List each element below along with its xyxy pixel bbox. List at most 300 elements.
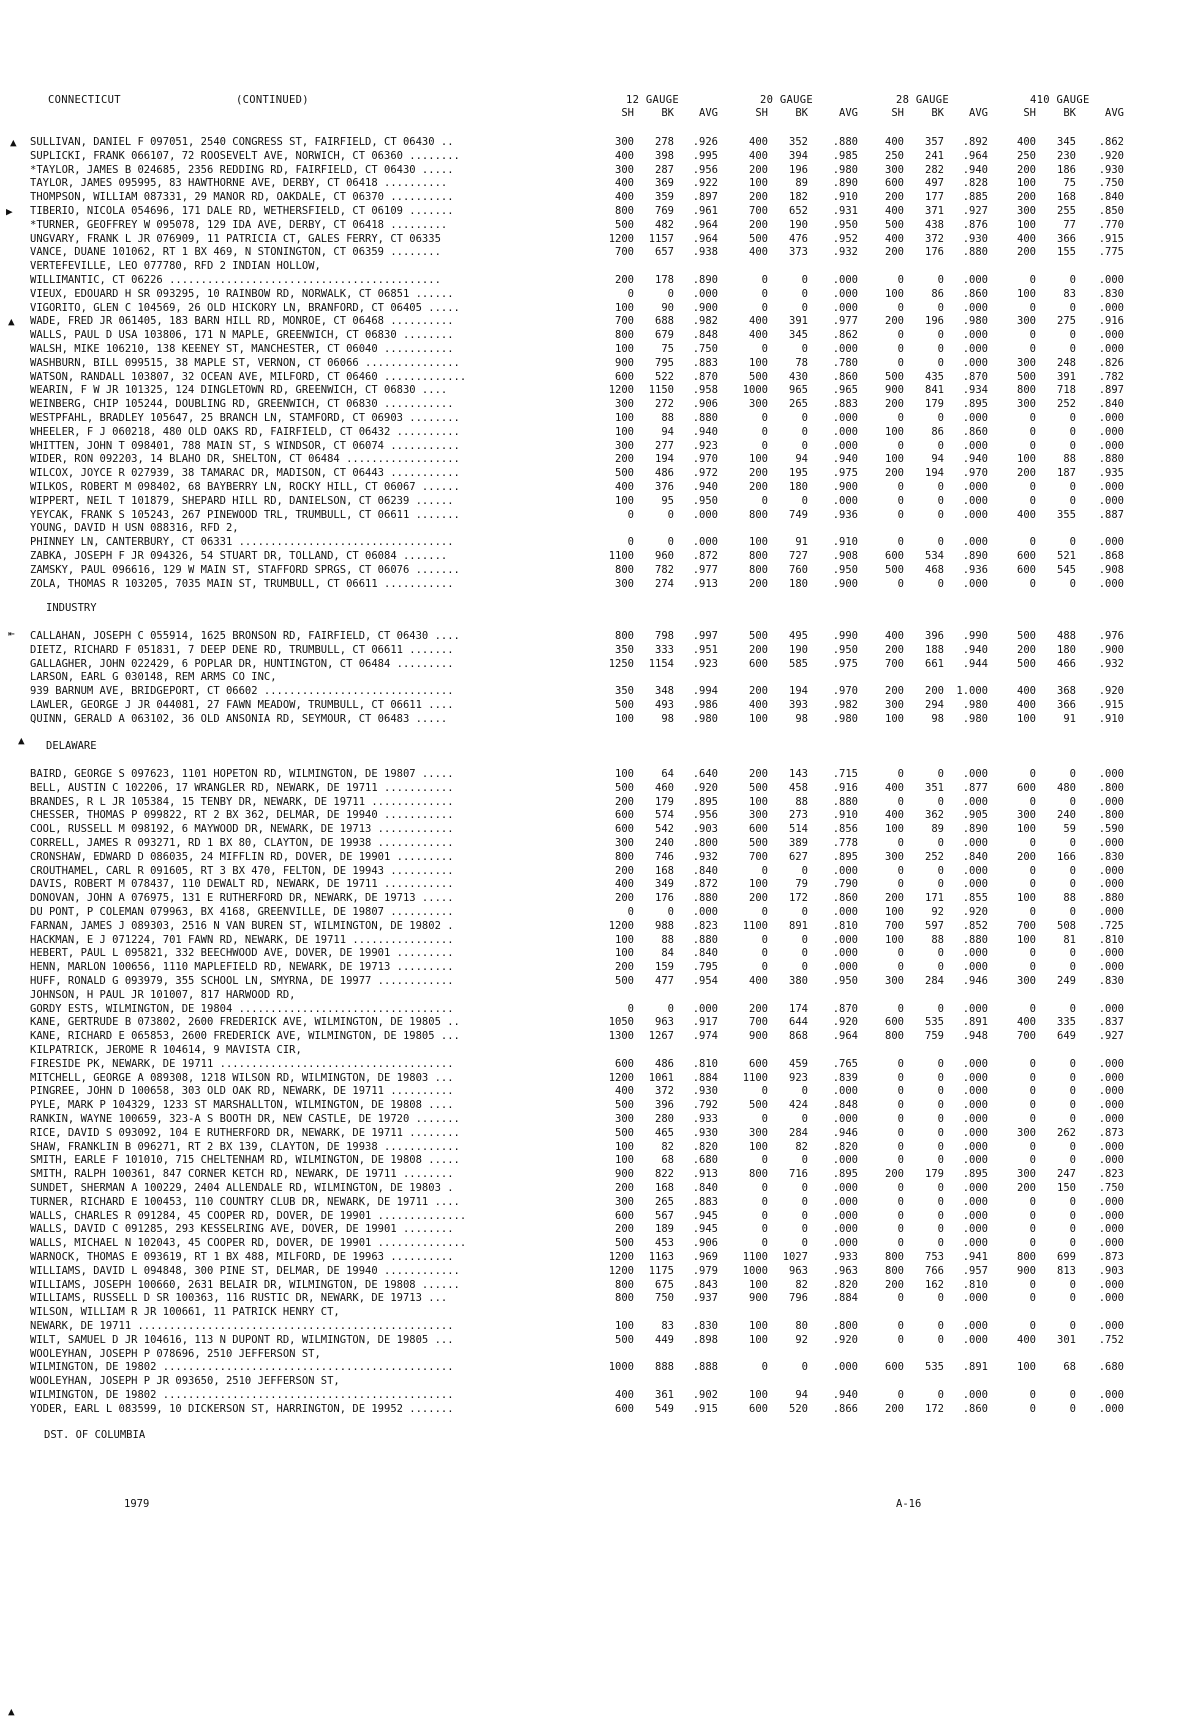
value-cell: 187: [1057, 467, 1076, 480]
value-cell: 700: [749, 205, 768, 217]
value-cell: 398: [655, 149, 674, 162]
value-cell: .000: [832, 1085, 858, 1098]
value-cell: 0: [1069, 1278, 1076, 1291]
value-cell: 514: [789, 823, 808, 836]
value-cell: .000: [962, 1002, 988, 1015]
table-row: [0, 1044, 1200, 1058]
entry-name-address: WALLS, DAVID C 091285, 293 KESSELRING AVE, DOVER, DE 19901 ........: [30, 1223, 454, 1236]
value-cell: 459: [789, 1057, 808, 1070]
value-cell: 75: [661, 343, 674, 355]
value-cell: AVG: [1105, 107, 1124, 119]
value-cell: .862: [1098, 136, 1124, 148]
entry-name-address: WILLIAMS, DAVID L 094848, 300 PINE ST, DELMAR, DE 19940 ............: [30, 1264, 460, 1277]
value-cell: .000: [1098, 1140, 1124, 1153]
entry-name-address: BRANDES, R L JR 105384, 15 TENBY DR, NEWARK, DE 19711 .............: [30, 795, 454, 808]
value-cell: .000: [962, 329, 988, 342]
value-cell: 100: [885, 453, 904, 466]
value-cell: .000: [962, 1126, 988, 1139]
value-cell: 345: [789, 329, 808, 342]
table-row: [0, 481, 1200, 495]
value-cell: 600: [615, 1209, 634, 1222]
value-cell: 0: [1029, 1071, 1036, 1084]
value-cell: 0: [1029, 1278, 1036, 1291]
value-cell: 0: [1029, 1195, 1036, 1208]
table-row: [0, 357, 1200, 371]
entry-name-address: THOMPSON, WILLIAM 087331, 29 MANOR RD, OAKDALE, CT 06370 ..........: [30, 191, 454, 204]
value-cell: .000: [832, 301, 858, 314]
value-cell: 0: [761, 1154, 768, 1167]
value-cell: .994: [692, 685, 718, 698]
entry-name-address: LARSON, EARL G 030148, REM ARMS CO INC,: [30, 671, 277, 684]
value-cell: 500: [1017, 630, 1036, 642]
value-cell: 100: [749, 1278, 768, 1291]
value-cell: 88: [1063, 892, 1076, 905]
value-cell: .000: [1098, 1292, 1124, 1305]
value-cell: .980: [832, 163, 858, 176]
value-cell: 359: [655, 191, 674, 204]
value-cell: 100: [885, 712, 904, 725]
entry-name-address: WESTPFAHL, BRADLEY 105647, 25 BRANCH LN, STAMFORD, CT 06903 ........: [30, 412, 460, 424]
value-cell: 100: [885, 906, 904, 918]
value-cell: 179: [925, 398, 944, 411]
table-row: [0, 467, 1200, 481]
value-cell: 652: [789, 205, 808, 217]
value-cell: .995: [692, 149, 718, 162]
entry-name-address: PHINNEY LN, CANTERBURY, CT 06331 ..................................: [30, 536, 454, 549]
value-cell: 1050: [608, 1016, 634, 1029]
table-row: [0, 1237, 1200, 1251]
value-cell: .000: [962, 1195, 988, 1208]
value-cell: 400: [615, 149, 634, 162]
entry-name-address: WIPPERT, NEIL T 101879, SHEPARD HILL RD, DANIELSON, CT 06239 ......: [30, 494, 454, 507]
value-cell: .888: [692, 1361, 718, 1374]
table-row: [0, 453, 1200, 467]
value-cell: 98: [931, 712, 944, 725]
value-cell: 255: [1057, 205, 1076, 217]
value-cell: 100: [749, 1140, 768, 1153]
value-cell: 200: [615, 274, 634, 286]
value-cell: 0: [937, 329, 944, 342]
value-cell: 567: [655, 1209, 674, 1222]
value-cell: .000: [832, 947, 858, 960]
value-cell: .958: [692, 384, 718, 397]
value-cell: .848: [692, 329, 718, 342]
value-cell: .932: [832, 246, 858, 259]
value-cell: .972: [692, 467, 718, 480]
table-row: [0, 1016, 1200, 1030]
value-cell: 1000: [742, 384, 768, 397]
value-cell: 0: [897, 1002, 904, 1015]
value-cell: .000: [962, 768, 988, 780]
table-row: [0, 288, 1200, 302]
value-cell: 168: [655, 864, 674, 877]
value-cell: .884: [692, 1071, 718, 1084]
entry-name-address: ZOLA, THOMAS R 103205, 7035 MAIN ST, TRUMBULL, CT 06611 ...........: [30, 577, 454, 590]
value-cell: 424: [789, 1099, 808, 1112]
value-cell: .000: [1098, 1209, 1124, 1222]
value-cell: .927: [962, 205, 988, 217]
value-cell: 176: [925, 246, 944, 259]
value-cell: 200: [749, 577, 768, 590]
value-cell: .990: [962, 630, 988, 642]
value-cell: .752: [1098, 1333, 1124, 1346]
value-cell: 400: [749, 136, 768, 148]
value-cell: .982: [832, 699, 858, 711]
value-cell: .964: [692, 232, 718, 245]
table-row: [0, 1030, 1200, 1044]
value-cell: 542: [655, 823, 674, 836]
value-cell: .906: [692, 1237, 718, 1250]
value-cell: .775: [1098, 246, 1124, 259]
value-cell: 960: [655, 550, 674, 562]
value-cell: 188: [925, 643, 944, 656]
value-cell: .823: [1098, 1168, 1124, 1181]
table-row: [0, 329, 1200, 343]
table-row: [0, 1085, 1200, 1099]
value-cell: .948: [962, 1030, 988, 1043]
table-row: [0, 164, 1200, 178]
value-cell: 300: [1017, 398, 1036, 411]
value-cell: 0: [937, 1223, 944, 1236]
entry-name-address: WOOLEYHAN, JOSEPH P 078696, 2510 JEFFERSON ST,: [30, 1347, 321, 1360]
value-cell: 400: [749, 246, 768, 259]
value-cell: 0: [937, 878, 944, 891]
value-cell: AVG: [699, 107, 718, 119]
entry-name-address: WILSON, WILLIAM R JR 100661, 11 PATRICK HENRY CT,: [30, 1306, 340, 1319]
value-cell: .000: [832, 1209, 858, 1222]
value-cell: 400: [1017, 232, 1036, 245]
value-cell: .880: [692, 412, 718, 424]
value-cell: .880: [962, 933, 988, 946]
value-cell: .880: [832, 795, 858, 808]
value-cell: 0: [1069, 1057, 1076, 1070]
value-cell: 287: [655, 163, 674, 176]
value-cell: 100: [615, 343, 634, 355]
value-cell: .920: [962, 906, 988, 918]
value-cell: 400: [1017, 699, 1036, 711]
entry-name-address: WALLS, PAUL D USA 103806, 171 N MAPLE, GREENWICH, CT 06830 ........: [30, 329, 454, 342]
value-cell: SH: [891, 107, 904, 119]
margin-mark: ▲: [18, 734, 25, 747]
value-cell: .000: [962, 481, 988, 493]
value-cell: .936: [832, 508, 858, 521]
margin-mark: ▶: [6, 205, 13, 218]
table-row: [0, 1182, 1200, 1196]
entry-name-address: WIDER, RON 092203, 14 BLAHO DR, SHELTON, CT 06484 ..................: [30, 453, 460, 466]
value-cell: 486: [655, 467, 674, 480]
value-cell: BK: [661, 107, 674, 119]
value-cell: .895: [962, 398, 988, 411]
value-cell: 300: [885, 699, 904, 711]
value-cell: 200: [615, 864, 634, 877]
table-row: [0, 1389, 1200, 1403]
value-cell: 800: [885, 1251, 904, 1263]
table-row: [0, 630, 1200, 644]
table-row: [0, 989, 1200, 1003]
entry-name-address: VERTEFEVILLE, LEO 077780, RFD 2 INDIAN HOLLOW,: [30, 260, 321, 273]
value-cell: .000: [1098, 906, 1124, 918]
value-cell: 274: [655, 577, 674, 590]
value-cell: 800: [1017, 384, 1036, 397]
value-cell: .000: [1098, 425, 1124, 438]
value-cell: 534: [925, 550, 944, 562]
value-cell: 1163: [648, 1251, 674, 1263]
value-cell: 900: [749, 1030, 768, 1043]
value-cell: .000: [832, 1195, 858, 1208]
value-cell: 0: [1029, 768, 1036, 780]
value-cell: 0: [937, 837, 944, 849]
value-cell: 0: [1029, 343, 1036, 355]
value-cell: 241: [925, 149, 944, 162]
value-cell: 0: [801, 947, 808, 960]
value-cell: 90: [661, 301, 674, 314]
value-cell: 0: [937, 947, 944, 960]
value-cell: 0: [1029, 439, 1036, 452]
value-cell: 349: [655, 878, 674, 891]
value-cell: 476: [789, 232, 808, 245]
value-cell: .895: [692, 795, 718, 808]
value-cell: 1200: [608, 384, 634, 397]
value-cell: .891: [962, 1016, 988, 1029]
value-cell: 0: [937, 577, 944, 590]
value-cell: 400: [749, 329, 768, 342]
value-cell: 272: [655, 398, 674, 411]
value-cell: 0: [1069, 1085, 1076, 1098]
value-cell: 86: [931, 287, 944, 300]
value-cell: 1200: [608, 919, 634, 932]
value-cell: .950: [832, 975, 858, 987]
value-cell: .000: [832, 439, 858, 452]
value-cell: 350: [615, 643, 634, 656]
value-cell: 600: [885, 550, 904, 562]
value-cell: 400: [615, 878, 634, 891]
value-cell: 78: [795, 356, 808, 369]
value-cell: .979: [692, 1264, 718, 1277]
value-cell: 372: [925, 232, 944, 245]
value-cell: 300: [615, 1195, 634, 1208]
margin-mark: ▲: [10, 136, 17, 149]
value-cell: .000: [1098, 947, 1124, 960]
entry-name-address: LAWLER, GEORGE J JR 044081, 27 FAWN MEADOW, TRUMBULL, CT 06611 ....: [30, 699, 454, 711]
value-cell: 718: [1057, 384, 1076, 397]
table-row: [0, 1292, 1200, 1306]
value-cell: .873: [1098, 1251, 1124, 1263]
value-cell: .910: [832, 809, 858, 822]
value-cell: 500: [615, 1126, 634, 1139]
value-cell: .000: [832, 412, 858, 424]
value-cell: 0: [897, 1320, 904, 1332]
value-cell: .000: [832, 1361, 858, 1374]
value-cell: 466: [1057, 657, 1076, 670]
value-cell: 278: [655, 136, 674, 148]
value-cell: .790: [832, 878, 858, 891]
value-cell: .930: [692, 1085, 718, 1098]
value-cell: .965: [832, 384, 858, 397]
value-cell: 727: [789, 550, 808, 562]
table-row: [0, 1099, 1200, 1113]
value-cell: 200: [749, 218, 768, 231]
value-cell: BK: [931, 107, 944, 119]
value-cell: 275: [1057, 315, 1076, 328]
value-cell: 95: [661, 494, 674, 507]
value-cell: 300: [1017, 315, 1036, 328]
entry-name-address: DAVIS, ROBERT M 078437, 110 DEWALT RD, NEWARK, DE 19711 ...........: [30, 878, 454, 891]
value-cell: .964: [832, 1030, 858, 1043]
table-row: [0, 837, 1200, 851]
value-cell: 0: [627, 287, 634, 300]
value-cell: 100: [615, 947, 634, 960]
value-cell: 0: [937, 1182, 944, 1194]
value-cell: 0: [1069, 1002, 1076, 1015]
value-cell: .935: [1098, 467, 1124, 480]
value-cell: 1061: [648, 1071, 674, 1084]
table-row: [0, 426, 1200, 440]
value-cell: .872: [692, 550, 718, 562]
value-cell: 0: [937, 795, 944, 808]
value-cell: 749: [789, 508, 808, 521]
value-cell: .000: [962, 412, 988, 424]
value-cell: 89: [795, 177, 808, 190]
value-cell: .000: [962, 795, 988, 808]
table-row: [0, 564, 1200, 578]
value-cell: 0: [1069, 536, 1076, 549]
value-cell: 0: [1029, 494, 1036, 507]
value-cell: 86: [931, 425, 944, 438]
value-cell: 0: [1029, 577, 1036, 590]
value-cell: 0: [937, 961, 944, 974]
value-cell: 600: [885, 1016, 904, 1029]
value-cell: 988: [655, 919, 674, 932]
value-cell: .843: [692, 1278, 718, 1291]
value-cell: 800: [885, 1030, 904, 1043]
value-cell: 0: [627, 536, 634, 549]
value-cell: .970: [832, 685, 858, 698]
value-cell: 100: [615, 768, 634, 780]
value-cell: 98: [661, 712, 674, 725]
value-cell: 200: [925, 685, 944, 698]
entry-name-address: HEBERT, PAUL L 095821, 332 BEECHWOOD AVE, DOVER, DE 19901 .........: [30, 947, 454, 960]
value-cell: .930: [692, 1126, 718, 1139]
value-cell: .913: [692, 1168, 718, 1181]
value-cell: .855: [962, 892, 988, 905]
value-cell: 300: [615, 163, 634, 176]
value-cell: .885: [962, 191, 988, 204]
value-cell: .880: [832, 136, 858, 148]
entry-name-address: VANCE, DUANE 101062, RT 1 BX 469, N STONINGTON, CT 06359 ........: [30, 246, 441, 259]
value-cell: 194: [925, 467, 944, 480]
value-cell: .725: [1098, 919, 1124, 932]
value-cell: .910: [1098, 712, 1124, 725]
value-cell: 200: [749, 1002, 768, 1015]
entry-name-address: WILCOX, JOYCE R 027939, 38 TAMARAC DR, MADISON, CT 06443 ...........: [30, 467, 460, 480]
margin-mark: ▲: [8, 315, 15, 328]
value-cell: 200: [885, 191, 904, 204]
value-cell: .000: [1098, 1113, 1124, 1125]
value-cell: 0: [897, 274, 904, 286]
margin-mark: ⇤: [8, 627, 15, 640]
value-cell: 100: [885, 425, 904, 438]
value-cell: 0: [1069, 1402, 1076, 1415]
value-cell: 400: [615, 191, 634, 204]
value-cell: 465: [655, 1126, 674, 1139]
value-cell: 400: [1017, 1333, 1036, 1346]
value-cell: .932: [1098, 657, 1124, 670]
value-cell: 813: [1057, 1264, 1076, 1277]
value-cell: 0: [761, 301, 768, 314]
value-cell: 59: [1063, 823, 1076, 836]
value-cell: 400: [749, 149, 768, 162]
value-cell: 800: [615, 630, 634, 642]
value-cell: 100: [615, 1154, 634, 1167]
value-cell: 81: [1063, 933, 1076, 946]
value-cell: 240: [655, 837, 674, 849]
value-cell: .934: [962, 384, 988, 397]
value-cell: .938: [692, 246, 718, 259]
entry-name-address: KANE, GERTRUDE B 073802, 2600 FREDERICK AVE, WILMINGTON, DE 19805 ..: [30, 1016, 460, 1029]
value-cell: .980: [962, 315, 988, 328]
value-cell: 468: [925, 563, 944, 576]
value-cell: .915: [1098, 699, 1124, 711]
value-cell: 100: [749, 795, 768, 808]
entry-name-address: HUFF, RONALD G 093979, 355 SCHOOL LN, SMYRNA, DE 19977 ............: [30, 975, 454, 987]
value-cell: .950: [832, 563, 858, 576]
state-heading: CONNECTICUT: [48, 94, 121, 106]
value-cell: 200: [885, 892, 904, 905]
gauge-heading-28: 28 GAUGE: [896, 94, 949, 106]
value-cell: 168: [1057, 191, 1076, 204]
table-row: [0, 796, 1200, 810]
value-cell: .000: [832, 1113, 858, 1125]
value-cell: .950: [832, 218, 858, 231]
value-cell: 0: [761, 412, 768, 424]
value-cell: .848: [832, 1099, 858, 1112]
value-cell: .933: [832, 1251, 858, 1263]
value-cell: .000: [962, 1154, 988, 1167]
entry-name-address: GALLAGHER, JOHN 022429, 6 POPLAR DR, HUNTINGTON, CT 06484 .........: [30, 657, 454, 670]
value-cell: .964: [962, 149, 988, 162]
value-cell: .900: [692, 301, 718, 314]
value-cell: 535: [925, 1016, 944, 1029]
table-row: [0, 892, 1200, 906]
value-cell: .810: [692, 1057, 718, 1070]
value-cell: 100: [1017, 892, 1036, 905]
value-cell: 394: [789, 149, 808, 162]
value-cell: .590: [1098, 823, 1124, 836]
value-cell: 100: [615, 1320, 634, 1332]
value-cell: 0: [897, 947, 904, 960]
value-cell: .000: [1098, 1402, 1124, 1415]
table-row: [0, 1058, 1200, 1072]
value-cell: 0: [1069, 425, 1076, 438]
value-cell: 0: [897, 1140, 904, 1153]
value-cell: .952: [832, 232, 858, 245]
value-cell: .795: [692, 961, 718, 974]
value-cell: 800: [615, 1278, 634, 1291]
value-cell: 391: [789, 315, 808, 328]
value-cell: 98: [795, 712, 808, 725]
value-cell: 535: [925, 1361, 944, 1374]
value-cell: 0: [937, 412, 944, 424]
value-cell: AVG: [839, 107, 858, 119]
value-cell: 179: [655, 795, 674, 808]
value-cell: .860: [962, 425, 988, 438]
value-cell: 500: [615, 781, 634, 794]
value-cell: 94: [795, 453, 808, 466]
value-cell: .000: [1098, 1085, 1124, 1098]
table-row: [0, 1113, 1200, 1127]
value-cell: .837: [1098, 1016, 1124, 1029]
value-cell: .915: [1098, 232, 1124, 245]
